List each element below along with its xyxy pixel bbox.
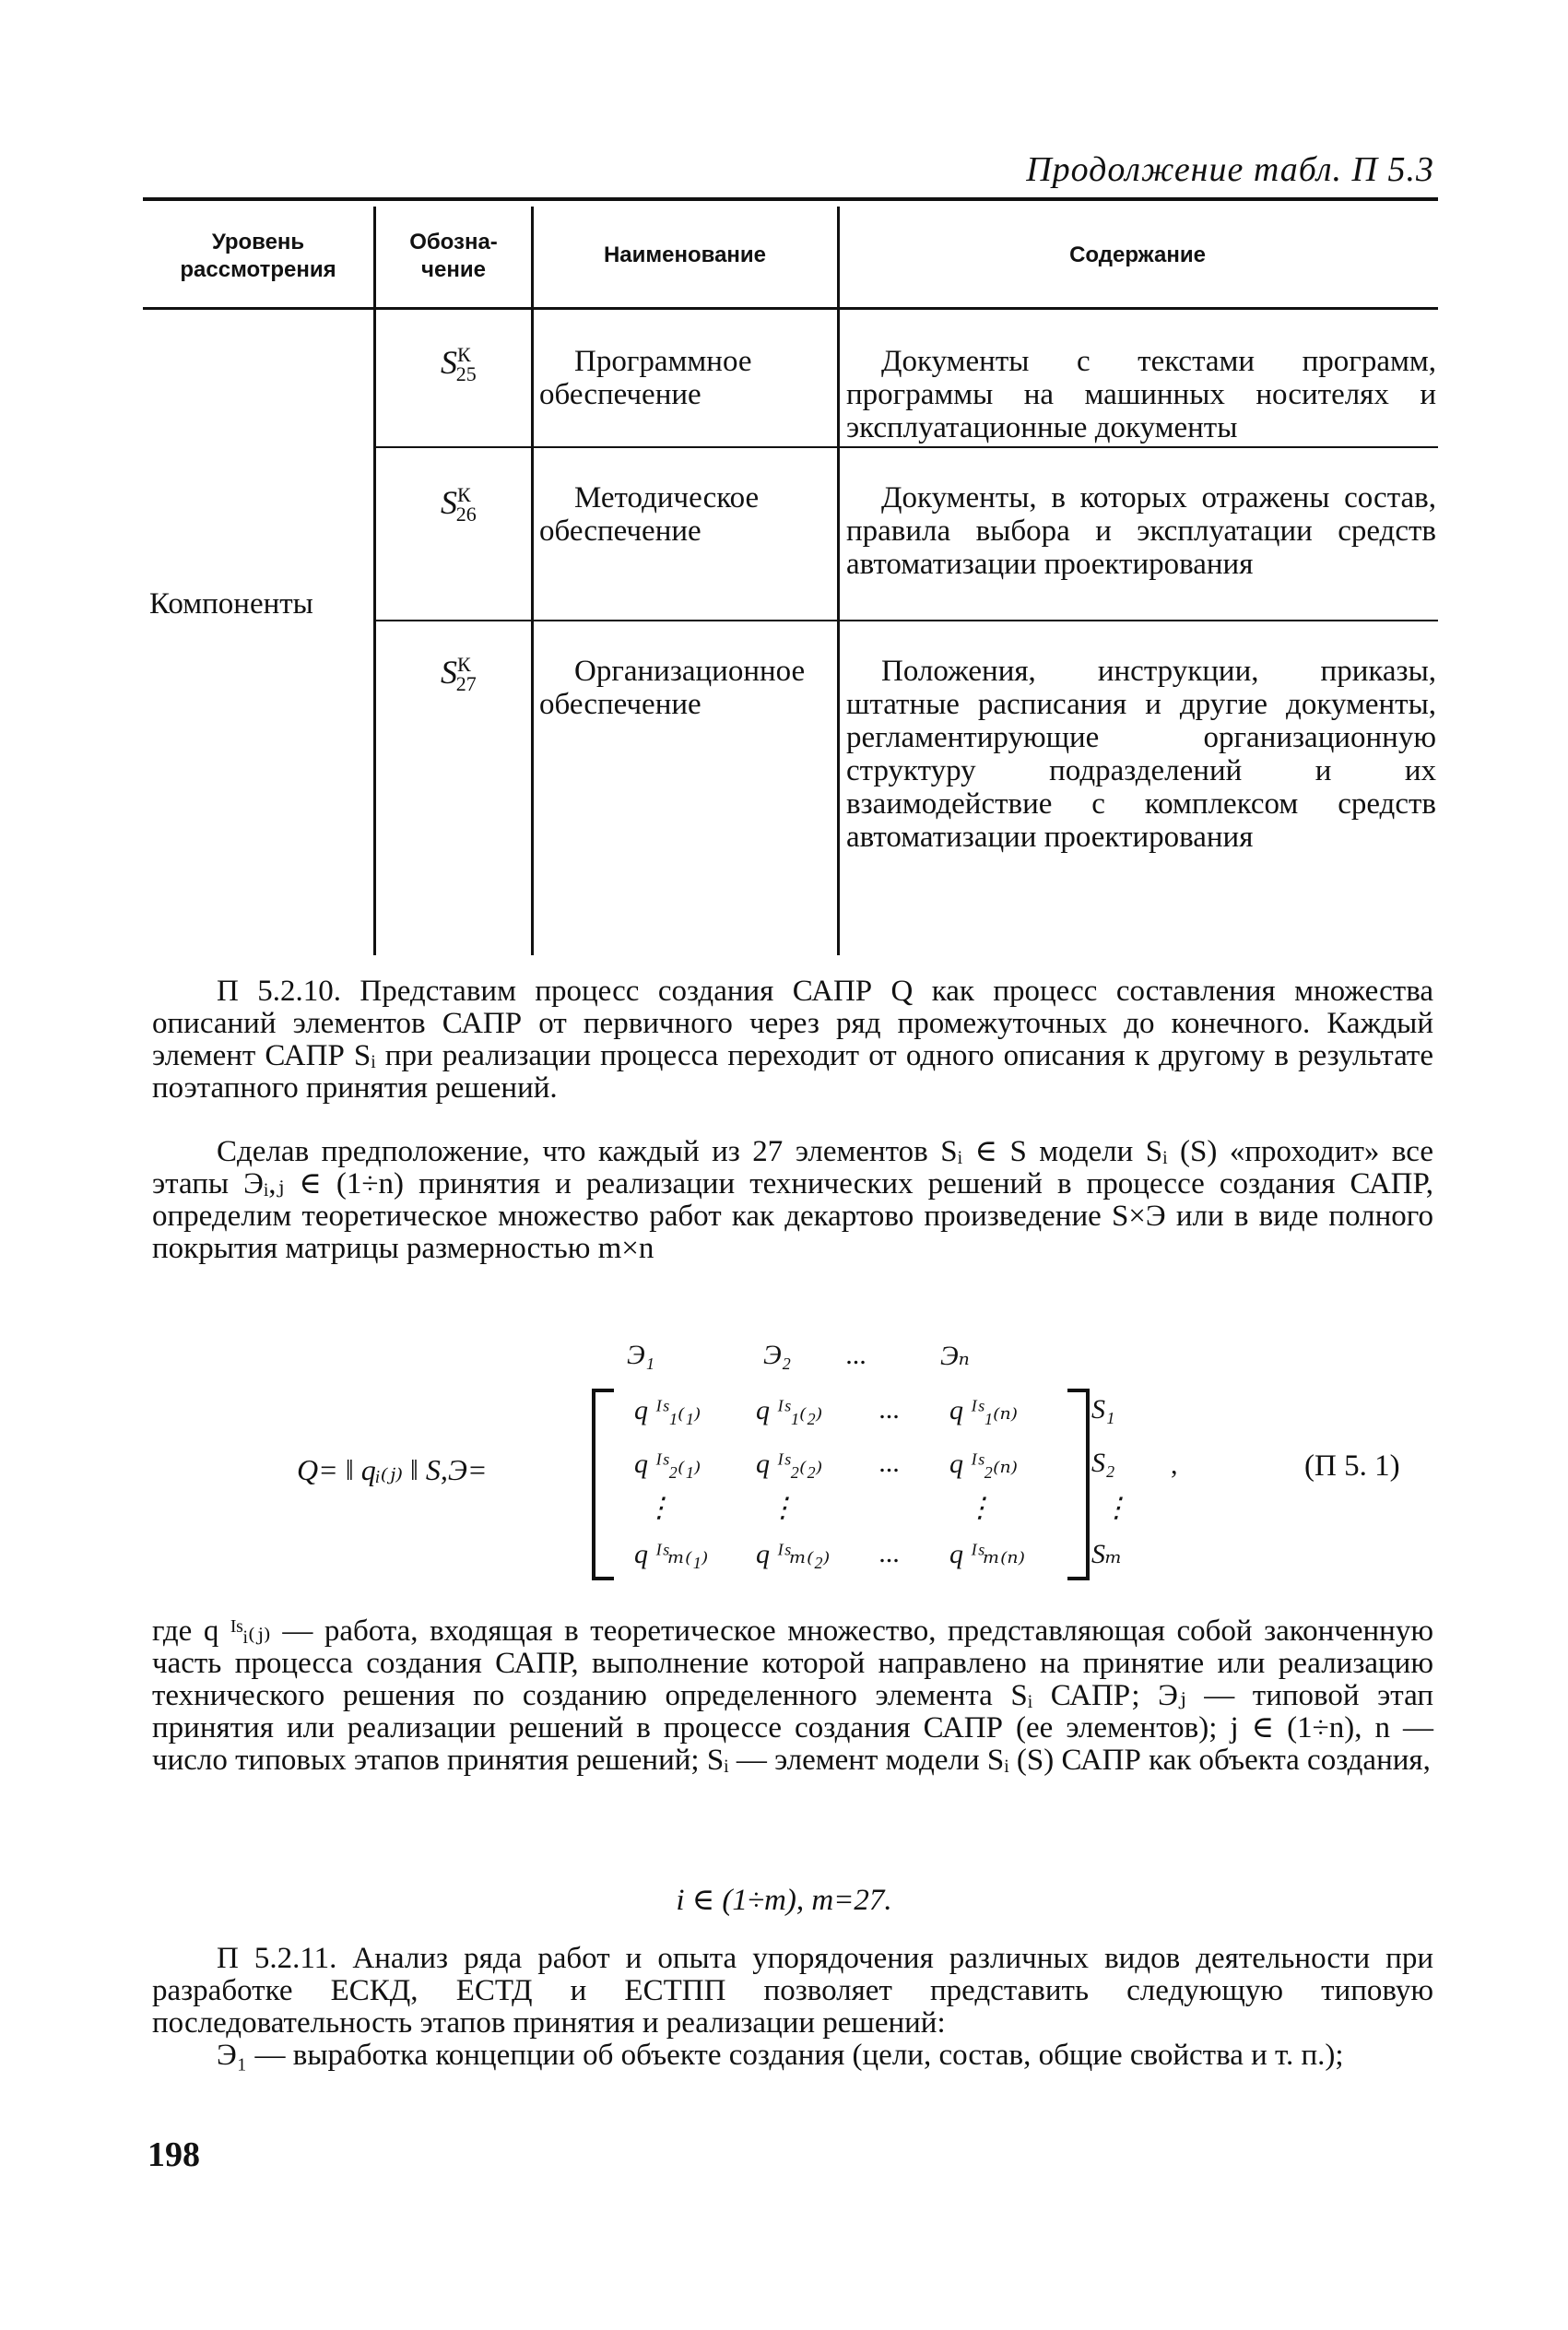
- matrix-cell: q ᴵˢ₁₍₁₎: [634, 1395, 701, 1425]
- matrix-col-header: Э₁: [627, 1340, 655, 1370]
- matrix-left-bracket: [592, 1389, 614, 1580]
- column-divider-2: [531, 207, 534, 955]
- matrix-cell: q ᴵˢ₁₍ₙ₎: [949, 1395, 1018, 1425]
- formula-comma: ,: [1171, 1449, 1178, 1480]
- column-divider-3: [837, 207, 840, 955]
- matrix-cell: ...: [879, 1538, 901, 1568]
- matrix-cell: ⋮: [966, 1493, 994, 1523]
- paragraph-stage-1: Э₁ — выработка концепции об объекте создания (цели, состав, общие свойства и т. п.);: [217, 2039, 1344, 2072]
- matrix-row-label: Sₘ: [1091, 1539, 1123, 1569]
- name-cell: Программное обеспечение: [539, 345, 752, 411]
- paragraph-where: где q ᴵˢᵢ₍ⱼ₎ — работа, входящая в теоретическое множество, представляющая собой законченную часть процесса создания САПР, выполнение которой направлено на принятие или реализацию технического решения по созданию определенного элемента Sᵢ САПР; Эⱼ — типовой этап принятия или реализации решений в процессе создания САПР (ее элементов); j ∈ (1÷n), n — число типовых этапов принятия решений; Sᵢ — элемент модели Sᵢ (S) САПР как объекта создания,: [152, 1614, 1433, 1777]
- matrix-right-bracket: [1067, 1389, 1090, 1580]
- matrix-row-label: S₁: [1091, 1394, 1115, 1425]
- designation-cell: $S^К_{27}$: [441, 653, 477, 696]
- name-cell: Методическое обеспечение: [539, 481, 760, 548]
- matrix-cell: q ᴵˢ₂₍₁₎: [634, 1449, 701, 1479]
- matrix-col-header: Э₂: [763, 1340, 792, 1370]
- content-cell: Документы, в которых отражены состав, правила выбора и эксплуатации средств автоматизации проектирования: [846, 481, 1436, 581]
- row-divider-1: [375, 446, 1438, 448]
- paragraph-assumption: Сделав предположение, что каждый из 27 элементов Sᵢ ∈ S модели Sᵢ (S) «проходит» все этапы Эᵢ,ⱼ ∈ (1÷n) принятия и реализации технических решений в процессе создания САПР, определим теоретическое множество работ как декартово произведение S×Э или в виде полного покрытия матрицы размерностью m×n: [152, 1135, 1433, 1265]
- paragraph-5-2-10: П 5.2.10. Представим процесс создания САПР Q как процесс составления множества описаний элементов САПР от первичного через ряд промежуточных до конечного. Каждый элемент САПР Sᵢ при реализации процесса переходит от одного описания к другому в результате поэтапного принятия решений.: [152, 975, 1433, 1105]
- matrix-cell: q ᴵˢ₁₍₂₎: [756, 1395, 823, 1425]
- header-content: Содержание: [1069, 242, 1206, 267]
- matrix-cell: ⋮: [769, 1493, 796, 1523]
- header-level: Уровень рассмотрения: [180, 230, 336, 282]
- header-name: Наименование: [603, 242, 767, 267]
- matrix-cell: ⋮: [645, 1493, 673, 1523]
- table-top-rule: [143, 197, 1438, 201]
- row-divider-2: [375, 620, 1438, 621]
- matrix-row-label: ⋮: [1102, 1493, 1130, 1523]
- designation-cell: $S^К_{25}$: [441, 343, 477, 386]
- column-divider-1: [373, 207, 376, 955]
- table-header-rule: [143, 307, 1438, 310]
- content-cell: Положения, инструкции, приказы, штатные расписания и другие документы, регламентирующие организационную структуру подразделений и их взаимодействие с комплексом средств автоматизации проектирования: [846, 655, 1436, 854]
- header-designation: Обозна- чение: [409, 230, 498, 282]
- matrix-cell: q ᴵˢₘ₍₂₎: [756, 1539, 831, 1569]
- matrix-cell: ...: [879, 1394, 901, 1425]
- formula-number: (П 5. 1): [1304, 1449, 1400, 1483]
- formula-lhs: Q= ‖ qᵢ₍ⱼ₎ ‖ S,Э=: [297, 1453, 488, 1486]
- index-range: i ∈ (1÷m), m=27.: [676, 1884, 892, 1917]
- name-cell: Организационное обеспечение: [539, 655, 806, 721]
- paragraph-5-2-11: П 5.2.11. Анализ ряда работ и опыта упорядочения различных видов деятельности при разработке ЕСКД, ЕСТД и ЕСТПП позволяет представить следующую типовую последовательность этапов принятия и реализации решений:: [152, 1942, 1433, 2040]
- matrix-cell: ...: [879, 1448, 901, 1478]
- matrix-cell: q ᴵˢ₂₍ₙ₎: [949, 1449, 1018, 1479]
- matrix-cell: q ᴵˢₘ₍ₙ₎: [949, 1539, 1025, 1569]
- content-cell: Документы с текстами программ, программы на машинных носителях и эксплуатационные документы: [846, 345, 1436, 444]
- designation-cell: $S^К_{26}$: [441, 483, 477, 526]
- level-cell: Компоненты: [149, 587, 313, 621]
- matrix-cell: q ᴵˢ₂₍₂₎: [756, 1449, 823, 1479]
- page-number: 198: [147, 2135, 200, 2174]
- matrix-col-header: Эₙ: [940, 1341, 970, 1371]
- matrix-row-label: S₂: [1091, 1448, 1115, 1478]
- table-caption: Продолжение табл. П 5.3: [1026, 150, 1434, 189]
- matrix-cell: q ᴵˢₘ₍₁₎: [634, 1539, 709, 1569]
- matrix-col-header: ...: [846, 1340, 867, 1370]
